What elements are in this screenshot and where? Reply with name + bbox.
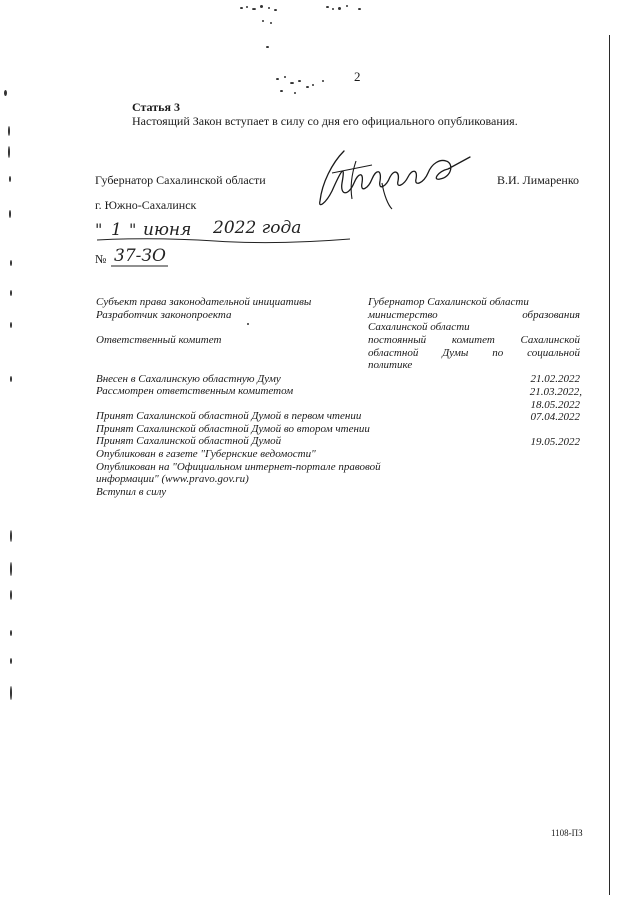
date-underline bbox=[95, 236, 355, 244]
published-gazette-label: Опубликован в газете "Губернские ведомости" bbox=[96, 448, 316, 460]
reviewed-label: Рассмотрен ответственным комитетом bbox=[96, 385, 294, 397]
date-month: июня bbox=[143, 220, 192, 240]
developer-value-line1: министерство образования bbox=[368, 309, 580, 321]
number-label: № bbox=[95, 252, 107, 266]
second-reading-label: Принят Сахалинской областной Думой во втором чтении bbox=[96, 423, 370, 435]
number-underline bbox=[110, 264, 170, 268]
effective-label: Вступил в силу bbox=[96, 486, 167, 498]
number-value: 37-ЗО bbox=[114, 246, 166, 266]
reviewed-value-line1: 21.03.2022, bbox=[529, 386, 582, 398]
scan-edge-right bbox=[609, 35, 610, 895]
signatory-position: Губернатор Сахалинской области bbox=[95, 173, 266, 187]
committee-value-line1: постоянный комитет Сахалинской bbox=[368, 334, 580, 346]
city: г. Южно-Сахалинск bbox=[95, 198, 197, 212]
initiative-value: Губернатор Сахалинской области bbox=[368, 296, 529, 308]
initiative-label: Субъект права законодательной инициативы bbox=[96, 296, 312, 308]
introduced-label: Внесен в Сахалинскую областную Думу bbox=[96, 373, 281, 385]
reviewed-value-line2: 18.05.2022 bbox=[530, 399, 580, 411]
signatory-name: В.И. Лимаренко bbox=[497, 173, 580, 187]
adopted-label: Принят Сахалинской областной Думой bbox=[96, 435, 282, 447]
first-reading-label: Принят Сахалинской областной Думой в первом чтении bbox=[96, 410, 362, 422]
date-close-quote: " bbox=[129, 220, 137, 239]
scan-noise-dot bbox=[247, 323, 249, 325]
date-open-quote: " bbox=[95, 220, 103, 239]
published-portal-label-line2: информации" (www.pravo.gov.ru) bbox=[96, 473, 249, 485]
handwritten-date bbox=[95, 218, 355, 244]
first-reading-value: 07.04.2022 bbox=[530, 411, 580, 423]
date-day: 1 bbox=[111, 220, 122, 240]
committee-label: Ответственный комитет bbox=[96, 334, 222, 346]
scan-noise-smudge bbox=[272, 72, 342, 102]
scan-edge-left-marks bbox=[2, 90, 18, 710]
published-portal-label-line1: Опубликован на "Официальном интернет-портале правовой bbox=[96, 461, 381, 473]
scan-noise-dot bbox=[266, 46, 269, 48]
footer-code: 1108-ПЗ bbox=[551, 828, 583, 838]
committee-value-line2: областной Думы по социальной bbox=[368, 347, 580, 359]
scan-noise-top bbox=[240, 4, 370, 24]
adopted-value: 19.05.2022 bbox=[530, 436, 580, 448]
article-text: Настоящий Закон вступает в силу со дня его официального опубликования. bbox=[132, 114, 518, 128]
signature-image bbox=[312, 143, 477, 213]
committee-value-line3: политике bbox=[368, 359, 413, 371]
introduced-value: 21.02.2022 bbox=[530, 373, 580, 385]
developer-value-line2: Сахалинской области bbox=[368, 321, 470, 333]
date-year: 2022 года bbox=[213, 218, 302, 238]
page-number: 2 bbox=[354, 69, 361, 84]
developer-label: Разработчик законопроекта bbox=[96, 309, 232, 321]
article-heading: Статья 3 bbox=[132, 100, 180, 114]
